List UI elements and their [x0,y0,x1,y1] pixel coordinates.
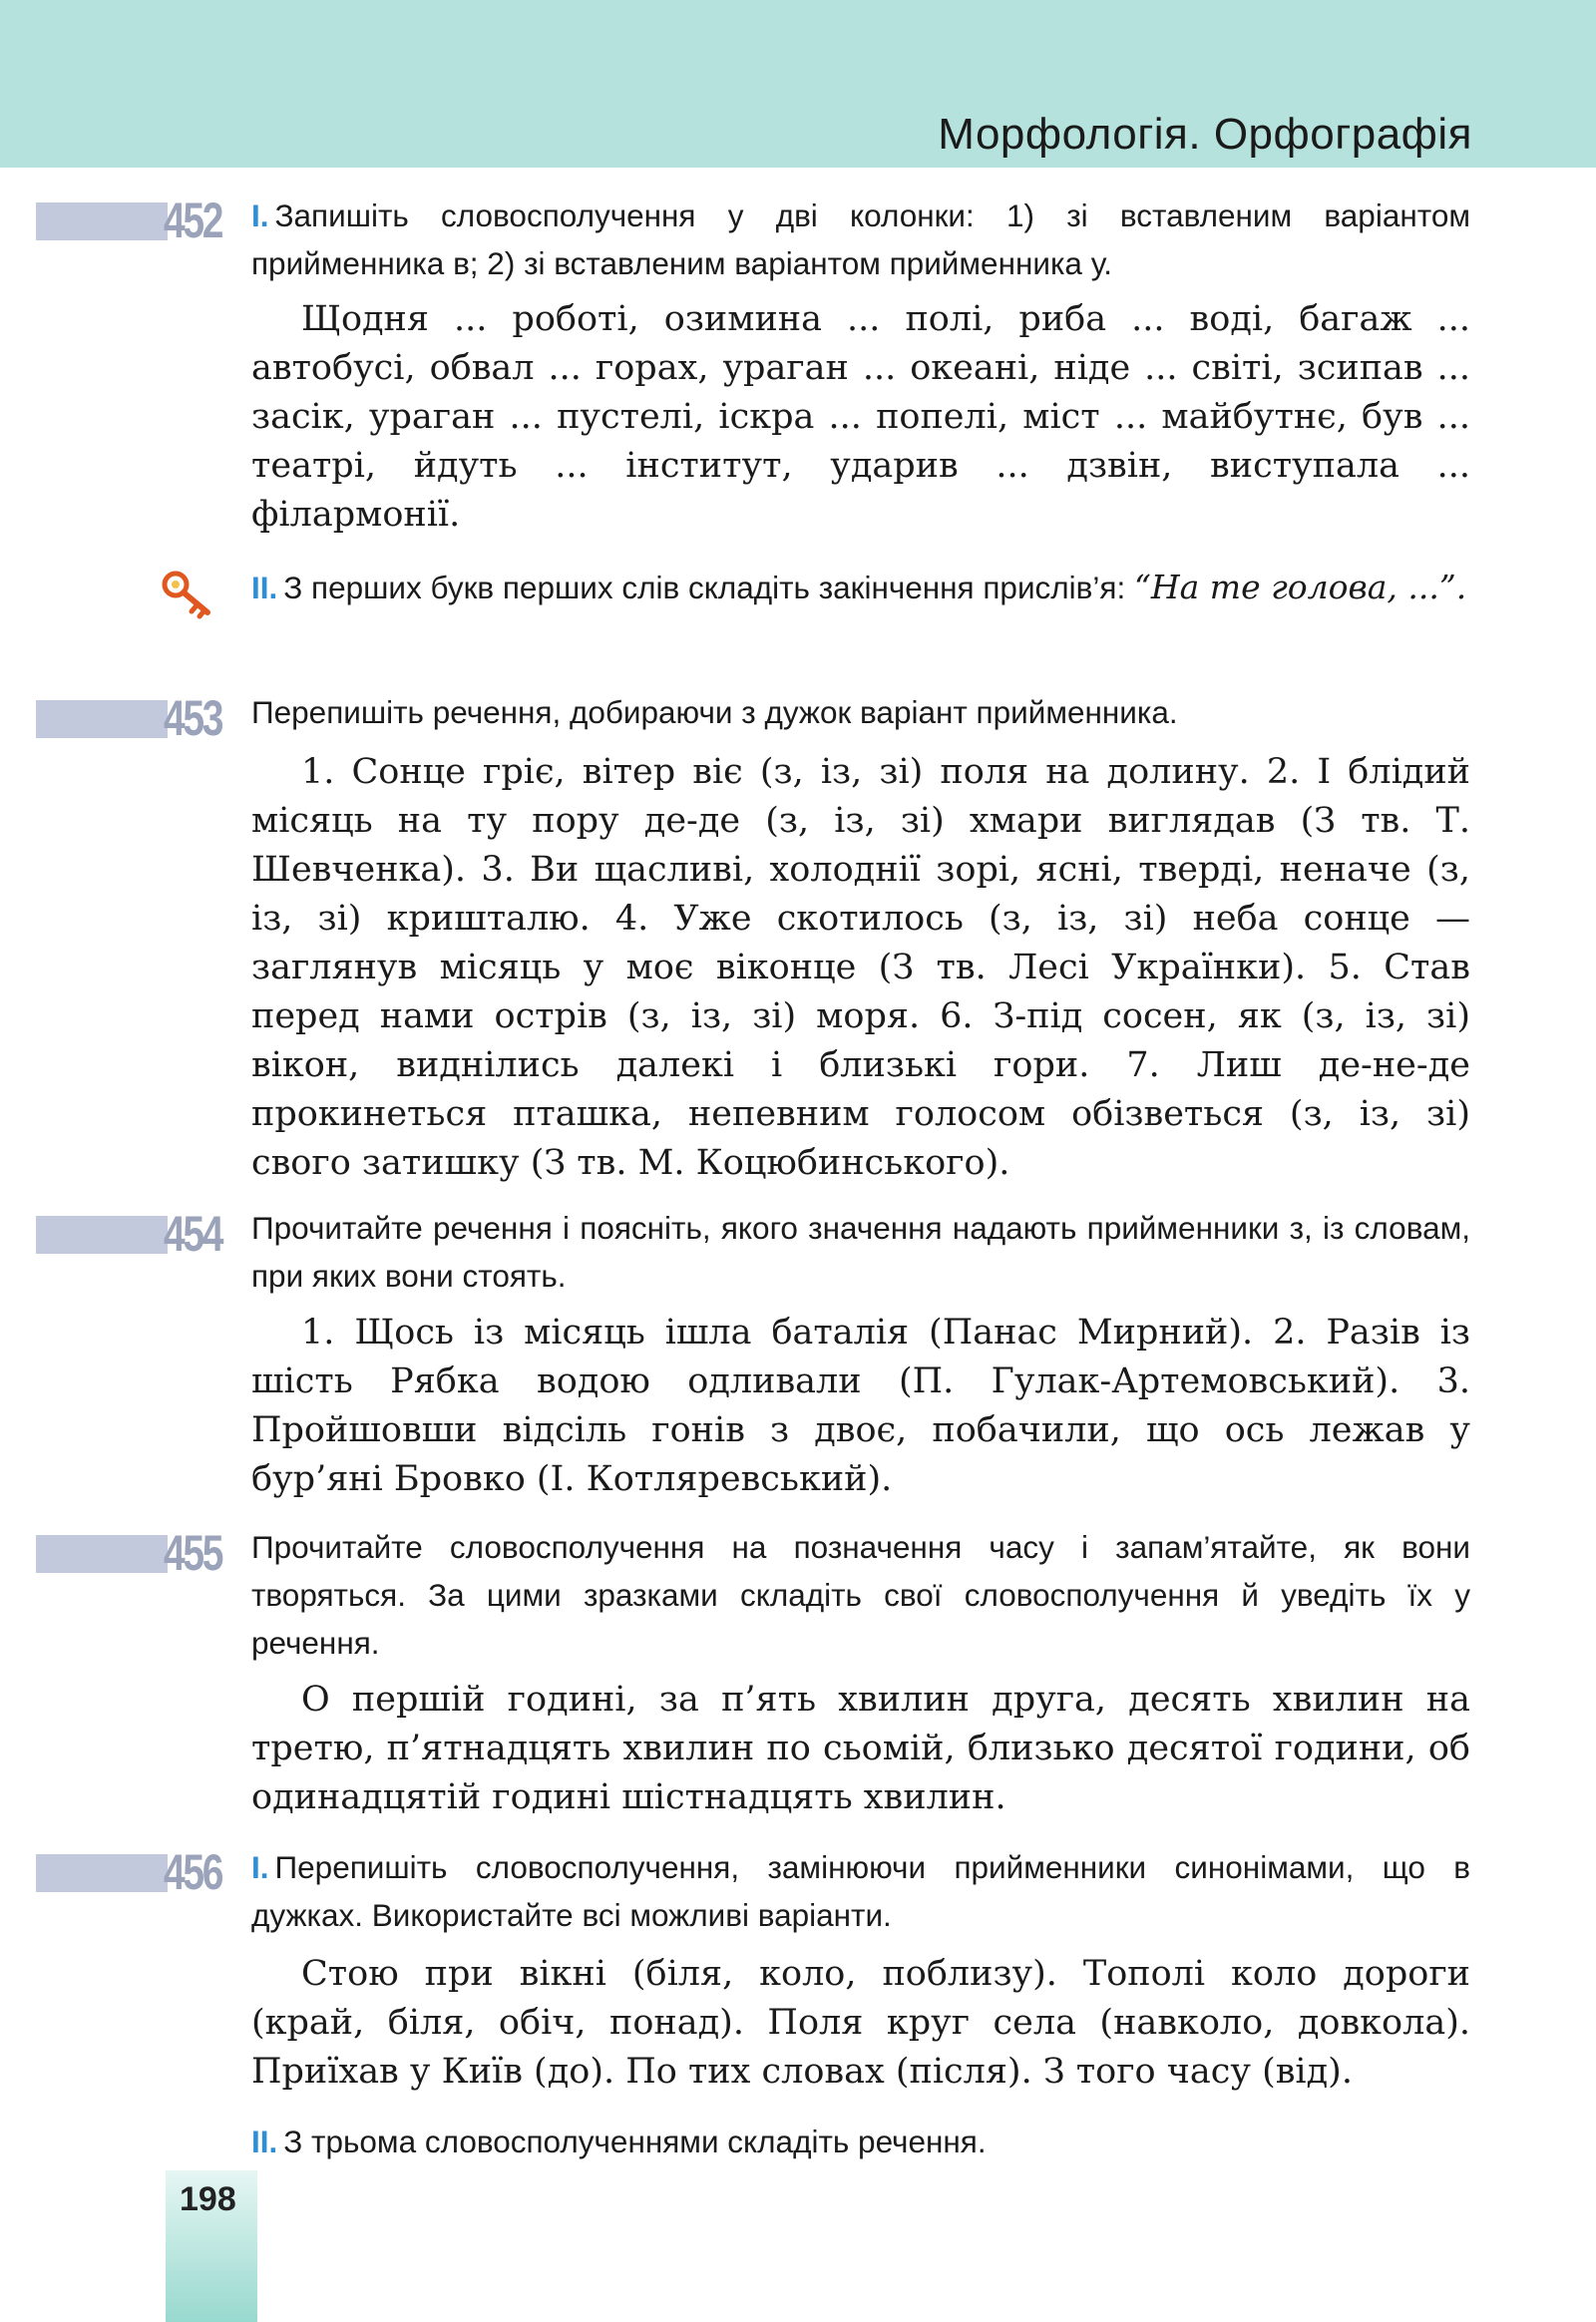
part-label: I. [251,1849,269,1885]
task-text: З перших букв перших слів складіть закінчення прислів’я: [283,570,1126,605]
exercise-marker-bar [36,1216,168,1254]
exercise-part2 [251,2118,1470,2165]
exercise-part2 [251,564,1470,611]
page-header [0,0,1596,168]
exercise-task: Прочитайте словосполучення на позначення часу і запам’ятайте, як вони творяться. За цими зразками складіть свої словосполучення й уведіть їх у речення. [251,1529,1470,1661]
exercise-text: 1. Сонце гріє, вітер віє (з, із, зі) поля на долину. 2. І блідий місяць на ту пору де-де (з, із, зі) хмари виглядав (З тв. Т. Шевченка). 3. Ви щасливі, холоднії зорі, ясні, тверді, неначе (з, із, зі) кришталю. 4. Уже скотилось (з, із, зі) неба сонце — заглянув місяць у моє віконце (З тв. Лесі Українки). 5. Став перед нами острів (з, із, зі) моря. 6. З-під сосен, як (з, із, зі) вікон, виднілись далекі і близькі гори. 7. Лиш де-не-де прокинеться пташка, непевним голосом обізветься (з, із, зі) свого затишку (З тв. М. Коцюбинського). [251,752,1470,1183]
exercise-marker-bar [36,700,168,738]
exercise-number: 455 [164,1525,222,1581]
exercise-number: 454 [164,1206,222,1262]
part-label: I. [251,197,269,233]
exercise-task [251,1843,1470,1939]
key-icon [160,569,219,620]
section-title: Морфологія. Орфографія [938,110,1472,159]
exercise-task [251,192,1470,287]
part-label: II. [251,570,278,605]
exercise-marker-bar [36,1854,168,1892]
proverb-quote: “На те голова, ...”. [1133,568,1467,606]
exercise-task: Перепишіть речення, добираючи з дужок варіант прийменника. [251,694,1178,730]
task-text: Запишіть словосполучення у дві колонки: 1) зі вставленим варіантом прийменника в; 2) зі вставленим варіантом прийменника у. [251,197,1470,281]
exercise-text: 1. Щось із місяць ішла баталія (Панас Мирний). 2. Разів із шість Рябка водою одливали (П. Гулак-Артемовський). 3. Пройшовши відсіль гонів з двоє, побачили, що ось лежав у бур’яні Бровко (І. Котляревський). [251,1313,1470,1499]
task-text: Перепишіть словосполучення, замінюючи прийменники синонімами, що в дужках. Використайте всі можливі варіанти. [251,1849,1470,1933]
page-number: 198 [180,2180,236,2218]
exercise-text: Щодня ... роботі, озимина ... полі, риба ... воді, багаж ... автобусі, обвал ... горах, ураган ... океані, ніде ... світі, зсипав ... засік, ураган ... пустелі, іскра ... попелі, міст ... майбутнє, був ... театрі, йдуть ... інститут, ударив ... дзвін, виступала ... філармонії. [251,299,1470,535]
exercise-number: 456 [164,1844,222,1900]
exercise-text: Стою при вікні (біля, коло, поблизу). Тополі коло дороги (край, біля, обіч, понад). Поля круг села (навколо, довкола). Приїхав у Київ (до). По тих словах (після). З того часу (від). [251,1954,1470,2092]
exercise-number: 452 [164,193,222,248]
exercise-text: О першій годині, за п’ять хвилин друга, десять хвилин на третю, п’ятнадцять хвилин по сьомій, близько десятої години, об одинадцятій годині шістнадцять хвилин. [251,1680,1470,1817]
part-label: II. [251,2124,278,2159]
exercise-marker-bar [36,1535,168,1573]
exercise-task: Прочитайте речення і поясніть, якого значення надають прийменники з, із словам, при яких вони стоять. [251,1210,1470,1294]
exercise-marker-bar [36,202,168,240]
exercise-number: 453 [164,690,222,746]
task-text: З трьома словосполученнями складіть речення. [283,2124,987,2159]
